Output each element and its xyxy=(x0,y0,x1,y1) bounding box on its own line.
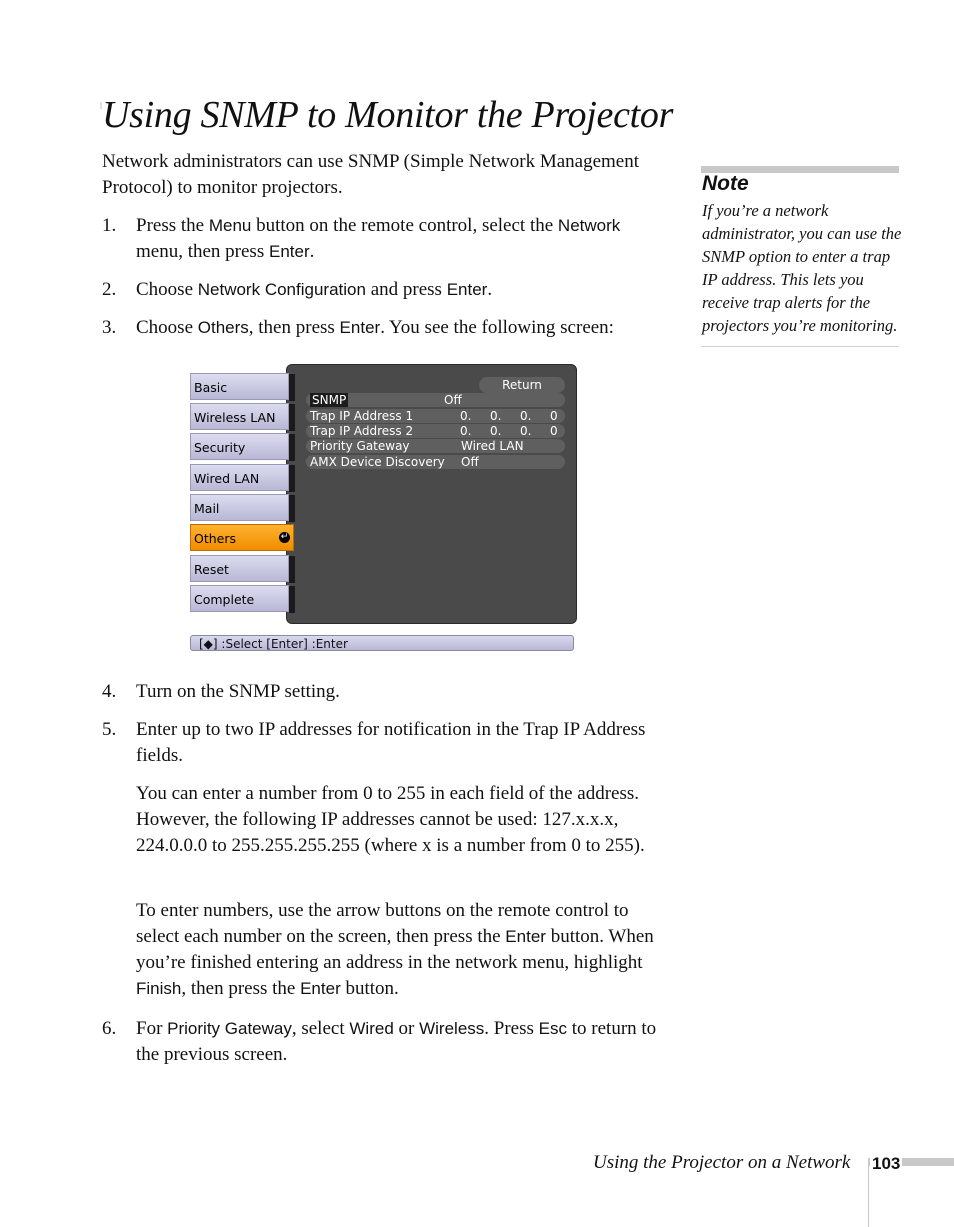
menu-item-complete: Complete xyxy=(190,585,289,612)
row-trap-ip-1: Trap IP Address 1 0. 0. 0. 0 xyxy=(306,409,565,423)
menu-button-ref: Menu xyxy=(208,216,252,235)
running-footer: Using the Projector on a Network xyxy=(593,1152,851,1173)
menu-sidebar xyxy=(190,370,294,620)
enter-numbers-paragraph: To enter numbers, use the arrow buttons on the remote control to select each number on the screen, then press the Enter button. When you’re finished entering an address in the network menu, highlight Finish, then press the Enter button. xyxy=(136,900,654,999)
row-priority-gateway: Priority Gateway Wired LAN xyxy=(306,439,565,453)
step-5: 5. Enter up to two IP addresses for notification in the Trap IP Address fields. xyxy=(102,719,646,766)
step-number: 1. xyxy=(102,215,117,236)
intro-paragraph: Network administrators can use SNMP (Simple Network Management Protocol) to monitor projectors. xyxy=(102,151,640,198)
menu-item-others: Others ↵ xyxy=(190,524,294,551)
enter-ref: Enter xyxy=(339,318,381,337)
row-amx-device-discovery: AMX Device Discovery Off xyxy=(306,455,565,469)
step-number: 5. xyxy=(102,719,117,740)
step-2: 2. Choose Network Configuration and press Enter. xyxy=(102,277,667,303)
row-trap-ip-2: Trap IP Address 2 0. 0. 0. 0 xyxy=(306,424,565,438)
note-heading: Note xyxy=(702,172,749,195)
enter-ref: Enter xyxy=(446,280,488,299)
footer-divider xyxy=(868,1166,869,1227)
step-number: 2. xyxy=(102,279,117,300)
menu-item-wired-lan: Wired LAN xyxy=(190,464,289,491)
menu-item-mail: Mail xyxy=(190,494,289,521)
menu-item-wireless-lan: Wireless LAN xyxy=(190,403,289,430)
projector-menu-screenshot xyxy=(190,362,576,654)
menu-status-bar: [◆] :Select [Enter] :Enter xyxy=(190,635,574,651)
step-1: 1. Press the Menu button on the remote control, select the Network menu, then press Enter. xyxy=(102,215,621,262)
enter-icon: ↵ xyxy=(280,532,289,542)
page-title: Using SNMP to Monitor the Projector xyxy=(102,92,691,138)
row-snmp: SNMP Off xyxy=(306,393,565,407)
network-configuration-ref: Network Configuration xyxy=(197,280,366,299)
note-body: If you’re a network administrator, you can use the SNMP option to enter a trap IP address. This lets you receive trap alerts for the projectors you’re monitoring. xyxy=(702,201,902,335)
step-number: 6. xyxy=(102,1018,117,1039)
menu-item-security: Security xyxy=(190,433,289,460)
note-divider xyxy=(701,346,899,347)
step-number: 4. xyxy=(102,681,117,702)
return-button: Return xyxy=(479,377,565,393)
step-3: 3. Choose Others, then press Enter. You see the following screen: xyxy=(102,315,667,341)
step-number: 3. xyxy=(102,317,117,338)
step-4: 4. Turn on the SNMP setting. xyxy=(102,679,667,705)
enter-ref: Enter xyxy=(268,242,310,261)
others-ref: Others xyxy=(197,318,249,337)
menu-item-basic: Basic xyxy=(190,373,289,400)
step-6: 6. For Priority Gateway, select Wired or Wireless. Press Esc to return to the previous screen. xyxy=(102,1018,657,1065)
page-number: 103 xyxy=(872,1154,901,1173)
ip-range-paragraph: You can enter a number from 0 to 255 in each field of the address. However, the following IP addresses cannot be used: 127.x.x.x, 224.0.0.0 to 255.255.255.255 (where x is a number from 0 to 255). xyxy=(136,783,645,856)
menu-item-reset: Reset xyxy=(190,555,289,582)
network-menu-ref: Network xyxy=(557,216,621,235)
